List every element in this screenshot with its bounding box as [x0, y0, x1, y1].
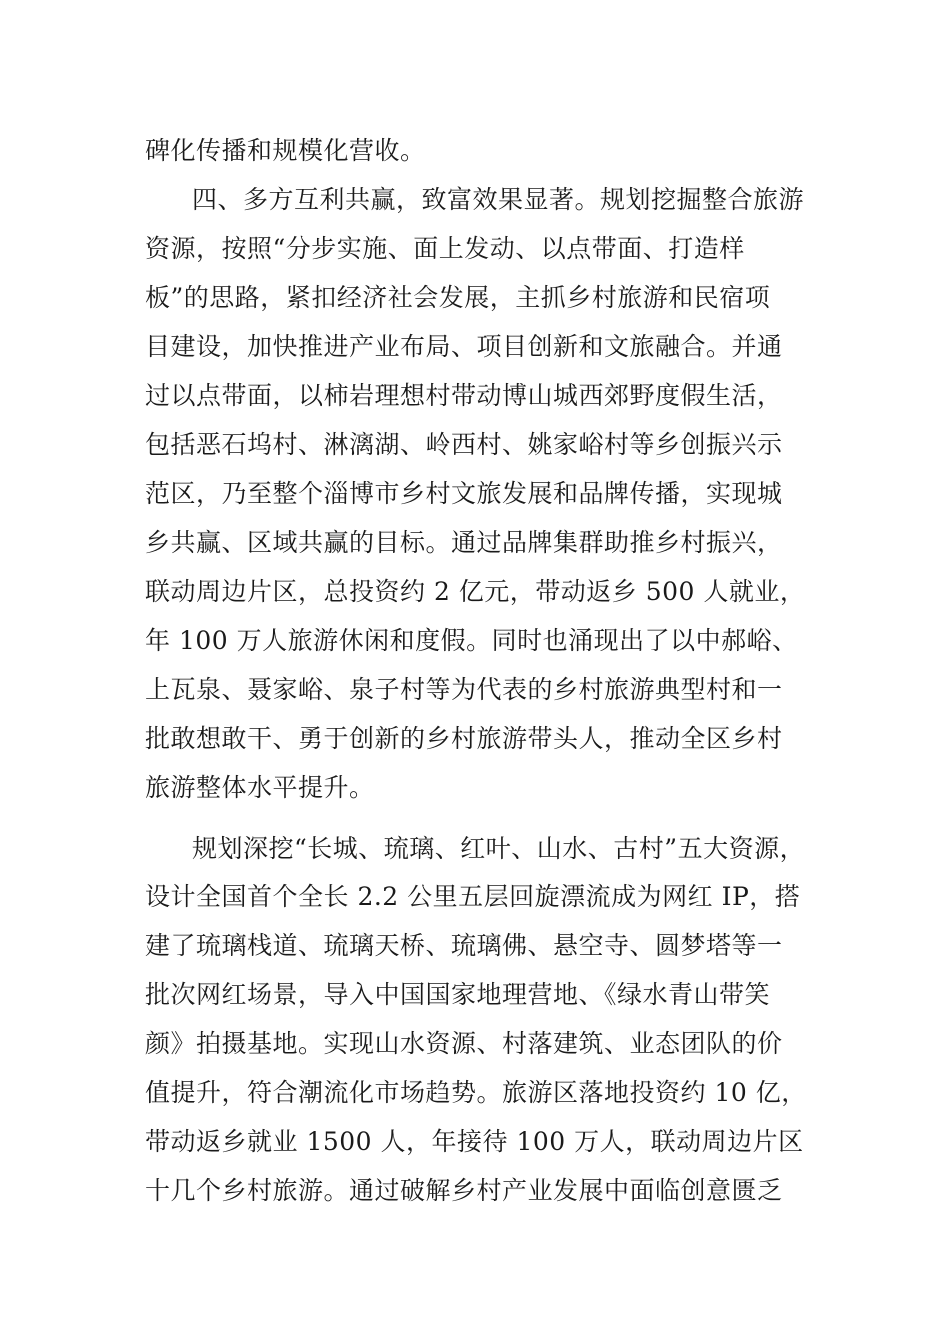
text-line: 十几个乡村旅游。通过破解乡村产业发展中面临创意匮乏: [145, 1176, 783, 1205]
text-line: 上瓦泉、聂家峪、泉子村等为代表的乡村旅游典型村和一: [145, 675, 783, 704]
text-line: 碑化传播和规模化营收。: [145, 136, 426, 165]
text-line: 批次网红场景，导入中国国家地理营地、《绿水青山带笑: [145, 980, 771, 1009]
paragraph-start-line: 规划深挖“长城、琉璃、红叶、山水、古村”五大资源，: [192, 834, 806, 863]
text-line: 旅游整体水平提升。: [145, 773, 375, 802]
text-line: 值提升，符合潮流化市场趋势。旅游区落地投资约 10 亿，: [145, 1078, 807, 1107]
text-line: 包括恶石坞村、淋漓湖、岭西村、姚家峪村等乡创振兴示: [145, 430, 783, 459]
text-line: 板”的思路，紧扣经济社会发展，主抓乡村旅游和民宿项: [145, 283, 771, 312]
text-line: 年 100 万人旅游休闲和度假。同时也涌现出了以中郝峪、: [145, 626, 798, 655]
text-line: 联动周边片区，总投资约 2 亿元，带动返乡 500 人就业，: [145, 577, 806, 606]
text-line: 设计全国首个全长 2.2 公里五层回旋漂流成为网红 IP，搭: [145, 882, 801, 911]
text-line: 批敢想敢干、勇于创新的乡村旅游带头人，推动全区乡村: [145, 724, 783, 753]
paragraph-heading-line: 四、多方互利共赢，致富效果显著。规划挖掘整合旅游: [192, 185, 805, 214]
text-line: 建了琉璃栈道、琉璃天桥、琉璃佛、悬空寺、圆梦塔等一: [145, 931, 783, 960]
text-line: 目建设，加快推进产业布局、项目创新和文旅融合。并通: [145, 332, 783, 361]
text-line: 颜》拍摄基地。实现山水资源、村落建筑、业态团队的价: [145, 1029, 783, 1058]
text-line: 过以点带面，以柿岩理想村带动博山城西郊野度假生活，: [145, 381, 783, 410]
text-line: 范区，乃至整个淄博市乡村文旅发展和品牌传播，实现城: [145, 479, 783, 508]
text-line: 带动返乡就业 1500 人，年接待 100 万人，联动周边片区: [145, 1127, 804, 1156]
text-line: 资源，按照“分步实施、面上发动、以点带面、打造样: [145, 234, 745, 263]
text-line: 乡共赢、区域共赢的目标。通过品牌集群助推乡村振兴，: [145, 528, 783, 557]
